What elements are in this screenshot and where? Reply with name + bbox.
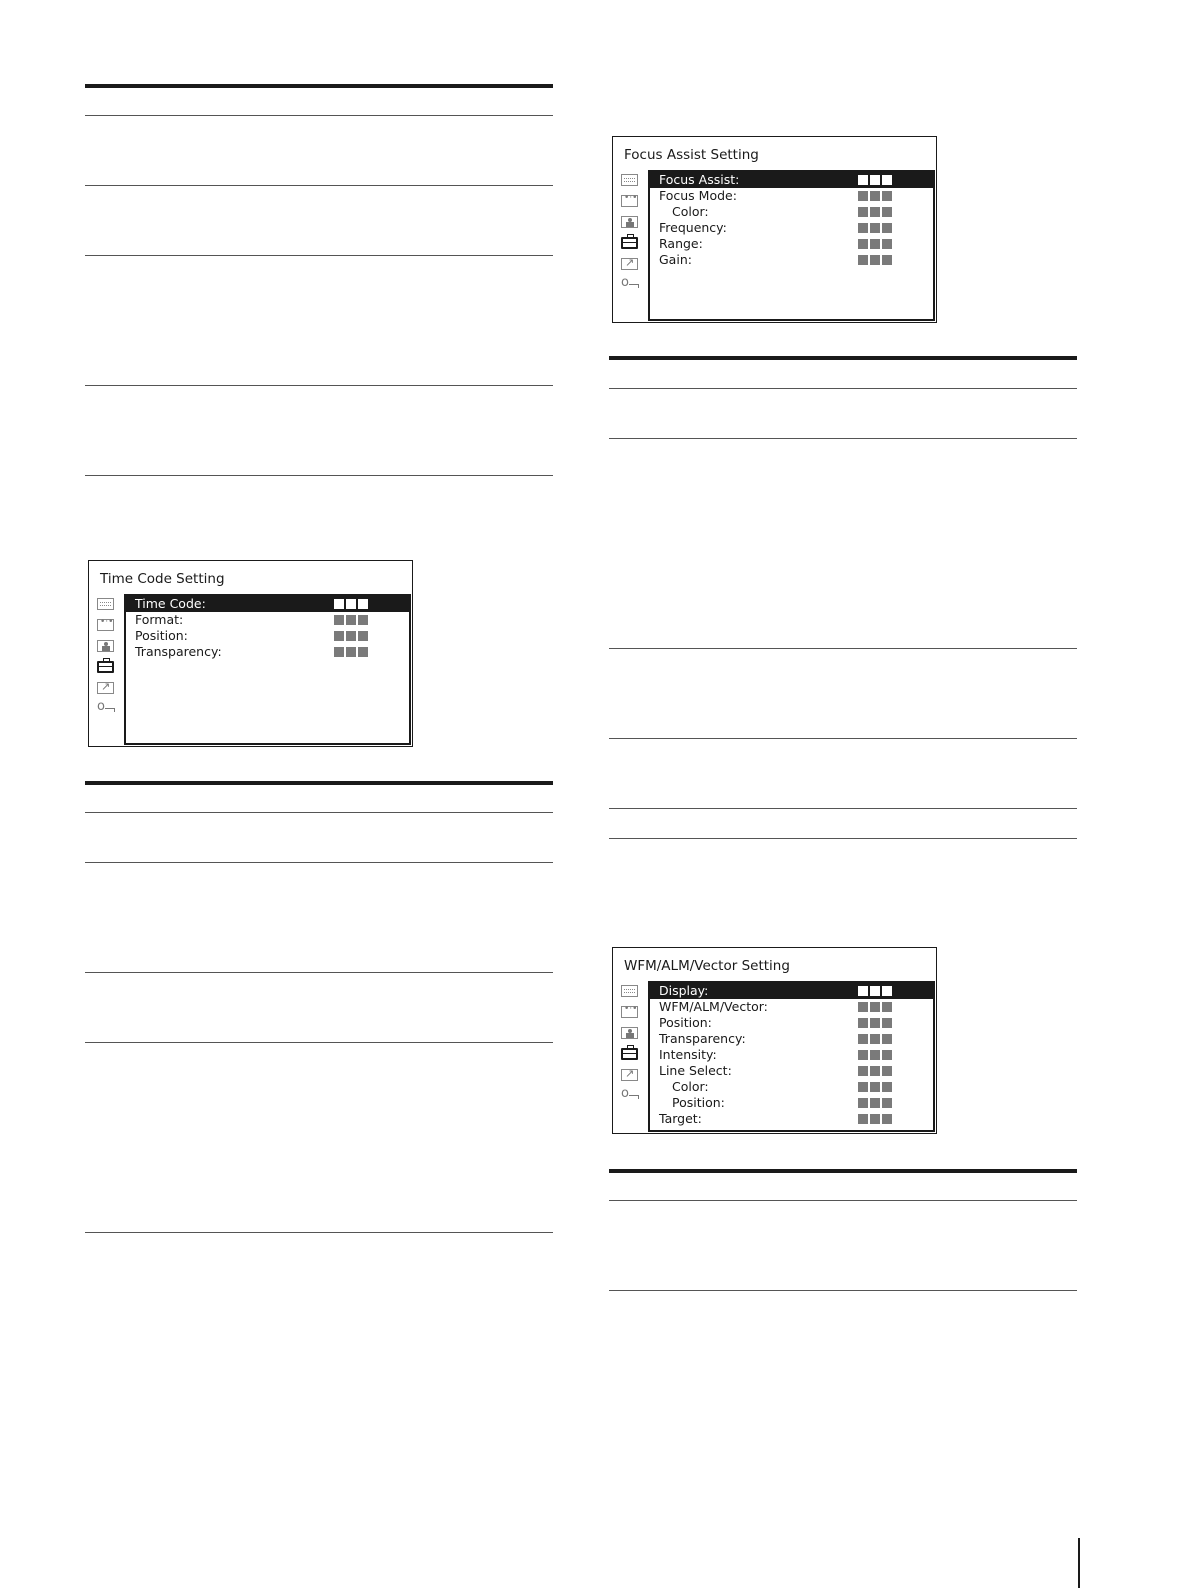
osd-menu-item-label: Color: — [672, 204, 709, 219]
osd-value-placeholder — [858, 1114, 894, 1125]
arrow-icon[interactable] — [621, 1069, 638, 1081]
table-rule — [85, 1042, 553, 1043]
osd-menu-item-label: Frequency: — [659, 220, 727, 235]
osd-value-placeholder — [334, 647, 370, 658]
osd-menu-list — [650, 172, 933, 268]
osd-menu-item-label: Time Code: — [135, 596, 206, 611]
key-icon[interactable] — [621, 279, 638, 291]
value-block — [858, 1066, 868, 1076]
value-block — [870, 191, 880, 201]
value-block — [858, 223, 868, 233]
value-block — [858, 255, 868, 265]
value-block — [346, 615, 356, 625]
toolbox-icon[interactable] — [621, 1048, 638, 1060]
table-rule — [85, 812, 553, 813]
osd-value-placeholder — [858, 239, 894, 250]
osd-menu-item-label: Range: — [659, 236, 703, 251]
value-block — [858, 207, 868, 217]
osd-value-placeholder — [858, 255, 894, 266]
value-block — [870, 1082, 880, 1092]
value-block — [358, 599, 368, 609]
focus-assist-setting-screen — [612, 136, 937, 323]
value-block — [882, 175, 892, 185]
key-icon[interactable] — [97, 703, 114, 715]
value-block — [870, 1114, 880, 1124]
osd-menu-item-label: Gain: — [659, 252, 692, 267]
osd-value-placeholder — [334, 615, 370, 626]
osd-menu-item[interactable] — [650, 220, 933, 236]
osd-value-placeholder — [858, 1050, 894, 1061]
value-block — [882, 191, 892, 201]
osd-menu-item[interactable] — [650, 252, 933, 268]
value-block — [858, 1050, 868, 1060]
value-block — [870, 1098, 880, 1108]
osd-menu-panel — [124, 594, 411, 745]
table-rule — [609, 808, 1077, 809]
osd-title: Focus Assist Setting — [624, 147, 759, 163]
table-rule — [609, 738, 1077, 739]
osd-value-placeholder — [334, 631, 370, 642]
value-block — [858, 1114, 868, 1124]
list-icon[interactable] — [97, 598, 114, 610]
osd-menu-item[interactable] — [126, 596, 409, 612]
table-rule — [85, 255, 553, 256]
table-top-rule — [609, 1169, 1077, 1173]
osd-value-placeholder — [858, 175, 894, 186]
toolbox-icon[interactable] — [621, 237, 638, 249]
osd-value-placeholder — [858, 207, 894, 218]
value-block — [882, 1082, 892, 1092]
value-block — [870, 1034, 880, 1044]
table-rule — [85, 972, 553, 973]
osd-menu-item[interactable] — [650, 983, 933, 999]
value-block — [358, 647, 368, 657]
value-block — [882, 207, 892, 217]
osd-value-placeholder — [858, 986, 894, 997]
osd-value-placeholder — [334, 599, 370, 610]
osd-menu-item-label: Focus Assist: — [659, 172, 740, 187]
osd-menu-item-label: Transparency: — [659, 1031, 746, 1046]
value-block — [858, 175, 868, 185]
osd-menu-item-label: Color: — [672, 1079, 709, 1094]
value-block — [870, 986, 880, 996]
osd-value-placeholder — [858, 1098, 894, 1109]
value-block — [858, 986, 868, 996]
osd-menu-item[interactable] — [650, 1047, 933, 1063]
value-block — [882, 239, 892, 249]
value-block — [358, 631, 368, 641]
osd-menu-item[interactable] — [650, 1111, 933, 1127]
table-top-rule — [85, 781, 553, 785]
osd-menu-item[interactable] — [650, 1031, 933, 1047]
value-block — [882, 1114, 892, 1124]
osd-value-placeholder — [858, 1002, 894, 1013]
osd-menu-icons — [621, 985, 641, 1111]
color-icon[interactable] — [621, 195, 638, 207]
osd-menu-panel — [648, 981, 935, 1132]
osd-menu-item[interactable] — [650, 172, 933, 188]
value-block — [882, 1050, 892, 1060]
table-top-rule — [609, 356, 1077, 360]
value-block — [870, 1066, 880, 1076]
value-block — [858, 191, 868, 201]
value-block — [334, 647, 344, 657]
osd-menu-item-label: Position: — [135, 628, 188, 643]
time-code-setting-screen — [88, 560, 413, 747]
value-block — [882, 986, 892, 996]
arrow-icon[interactable] — [97, 682, 114, 694]
wfm-alm-vector-setting-screen — [612, 947, 937, 1134]
value-block — [882, 1034, 892, 1044]
value-block — [882, 223, 892, 233]
value-block — [870, 1002, 880, 1012]
table-rule — [85, 115, 553, 116]
value-block — [870, 1050, 880, 1060]
table-rule — [85, 1232, 553, 1233]
osd-menu-item[interactable] — [126, 628, 409, 644]
value-block — [858, 1082, 868, 1092]
osd-value-placeholder — [858, 1082, 894, 1093]
value-block — [882, 1018, 892, 1028]
osd-menu-item-label: WFM/ALM/Vector: — [659, 999, 768, 1014]
value-block — [858, 1098, 868, 1108]
color-icon[interactable] — [97, 619, 114, 631]
osd-value-placeholder — [858, 1018, 894, 1029]
osd-menu-icons — [97, 598, 117, 724]
osd-menu-item[interactable] — [650, 1063, 933, 1079]
value-block — [870, 223, 880, 233]
value-block — [882, 1002, 892, 1012]
osd-menu-item[interactable] — [650, 1095, 933, 1111]
osd-title: Time Code Setting — [100, 571, 225, 587]
osd-value-placeholder — [858, 191, 894, 202]
table-rule — [85, 475, 553, 476]
value-block — [346, 647, 356, 657]
arrow-icon[interactable] — [621, 258, 638, 270]
osd-menu-item[interactable] — [650, 1015, 933, 1031]
osd-menu-list — [126, 596, 409, 660]
value-block — [346, 631, 356, 641]
osd-menu-item[interactable] — [650, 204, 933, 220]
osd-title: WFM/ALM/Vector Setting — [624, 958, 790, 974]
value-block — [870, 1018, 880, 1028]
osd-menu-item[interactable] — [650, 236, 933, 252]
value-block — [346, 599, 356, 609]
osd-menu-item[interactable] — [650, 999, 933, 1015]
osd-menu-item-label: Focus Mode: — [659, 188, 737, 203]
table-rule — [85, 862, 553, 863]
osd-menu-item-label: Display: — [659, 983, 709, 998]
value-block — [858, 1018, 868, 1028]
osd-menu-item-label: Format: — [135, 612, 184, 627]
osd-menu-item[interactable] — [126, 612, 409, 628]
value-block — [334, 631, 344, 641]
value-block — [858, 1002, 868, 1012]
osd-menu-list — [650, 983, 933, 1127]
osd-menu-item-label: Position: — [672, 1095, 725, 1110]
color-icon[interactable] — [621, 1006, 638, 1018]
value-block — [858, 239, 868, 249]
value-block — [882, 1066, 892, 1076]
osd-menu-icons — [621, 174, 641, 300]
value-block — [334, 599, 344, 609]
table-rule — [609, 438, 1077, 439]
person-icon[interactable] — [621, 216, 638, 228]
page-edge-marker — [1078, 1538, 1080, 1588]
value-block — [858, 1034, 868, 1044]
key-icon[interactable] — [621, 1090, 638, 1102]
table-rule — [609, 388, 1077, 389]
value-block — [870, 175, 880, 185]
osd-menu-panel — [648, 170, 935, 321]
person-icon[interactable] — [621, 1027, 638, 1039]
list-icon[interactable] — [621, 174, 638, 186]
value-block — [882, 255, 892, 265]
value-block — [882, 1098, 892, 1108]
value-block — [334, 615, 344, 625]
osd-menu-item-label: Transparency: — [135, 644, 222, 659]
osd-menu-item[interactable] — [650, 188, 933, 204]
table-rule — [609, 648, 1077, 649]
osd-menu-item-label: Line Select: — [659, 1063, 732, 1078]
value-block — [870, 239, 880, 249]
table-rule — [609, 1200, 1077, 1201]
table-rule — [85, 385, 553, 386]
value-block — [870, 255, 880, 265]
osd-menu-item-label: Position: — [659, 1015, 712, 1030]
osd-menu-item[interactable] — [650, 1079, 933, 1095]
list-icon[interactable] — [621, 985, 638, 997]
value-block — [870, 207, 880, 217]
toolbox-icon[interactable] — [97, 661, 114, 673]
table-top-rule — [85, 84, 553, 88]
person-icon[interactable] — [97, 640, 114, 652]
osd-value-placeholder — [858, 223, 894, 234]
table-rule — [609, 1290, 1077, 1291]
value-block — [358, 615, 368, 625]
osd-value-placeholder — [858, 1066, 894, 1077]
osd-value-placeholder — [858, 1034, 894, 1045]
osd-menu-item-label: Target: — [659, 1111, 702, 1126]
osd-menu-item[interactable] — [126, 644, 409, 660]
osd-menu-item-label: Intensity: — [659, 1047, 717, 1062]
table-rule — [85, 185, 553, 186]
table-rule — [609, 838, 1077, 839]
